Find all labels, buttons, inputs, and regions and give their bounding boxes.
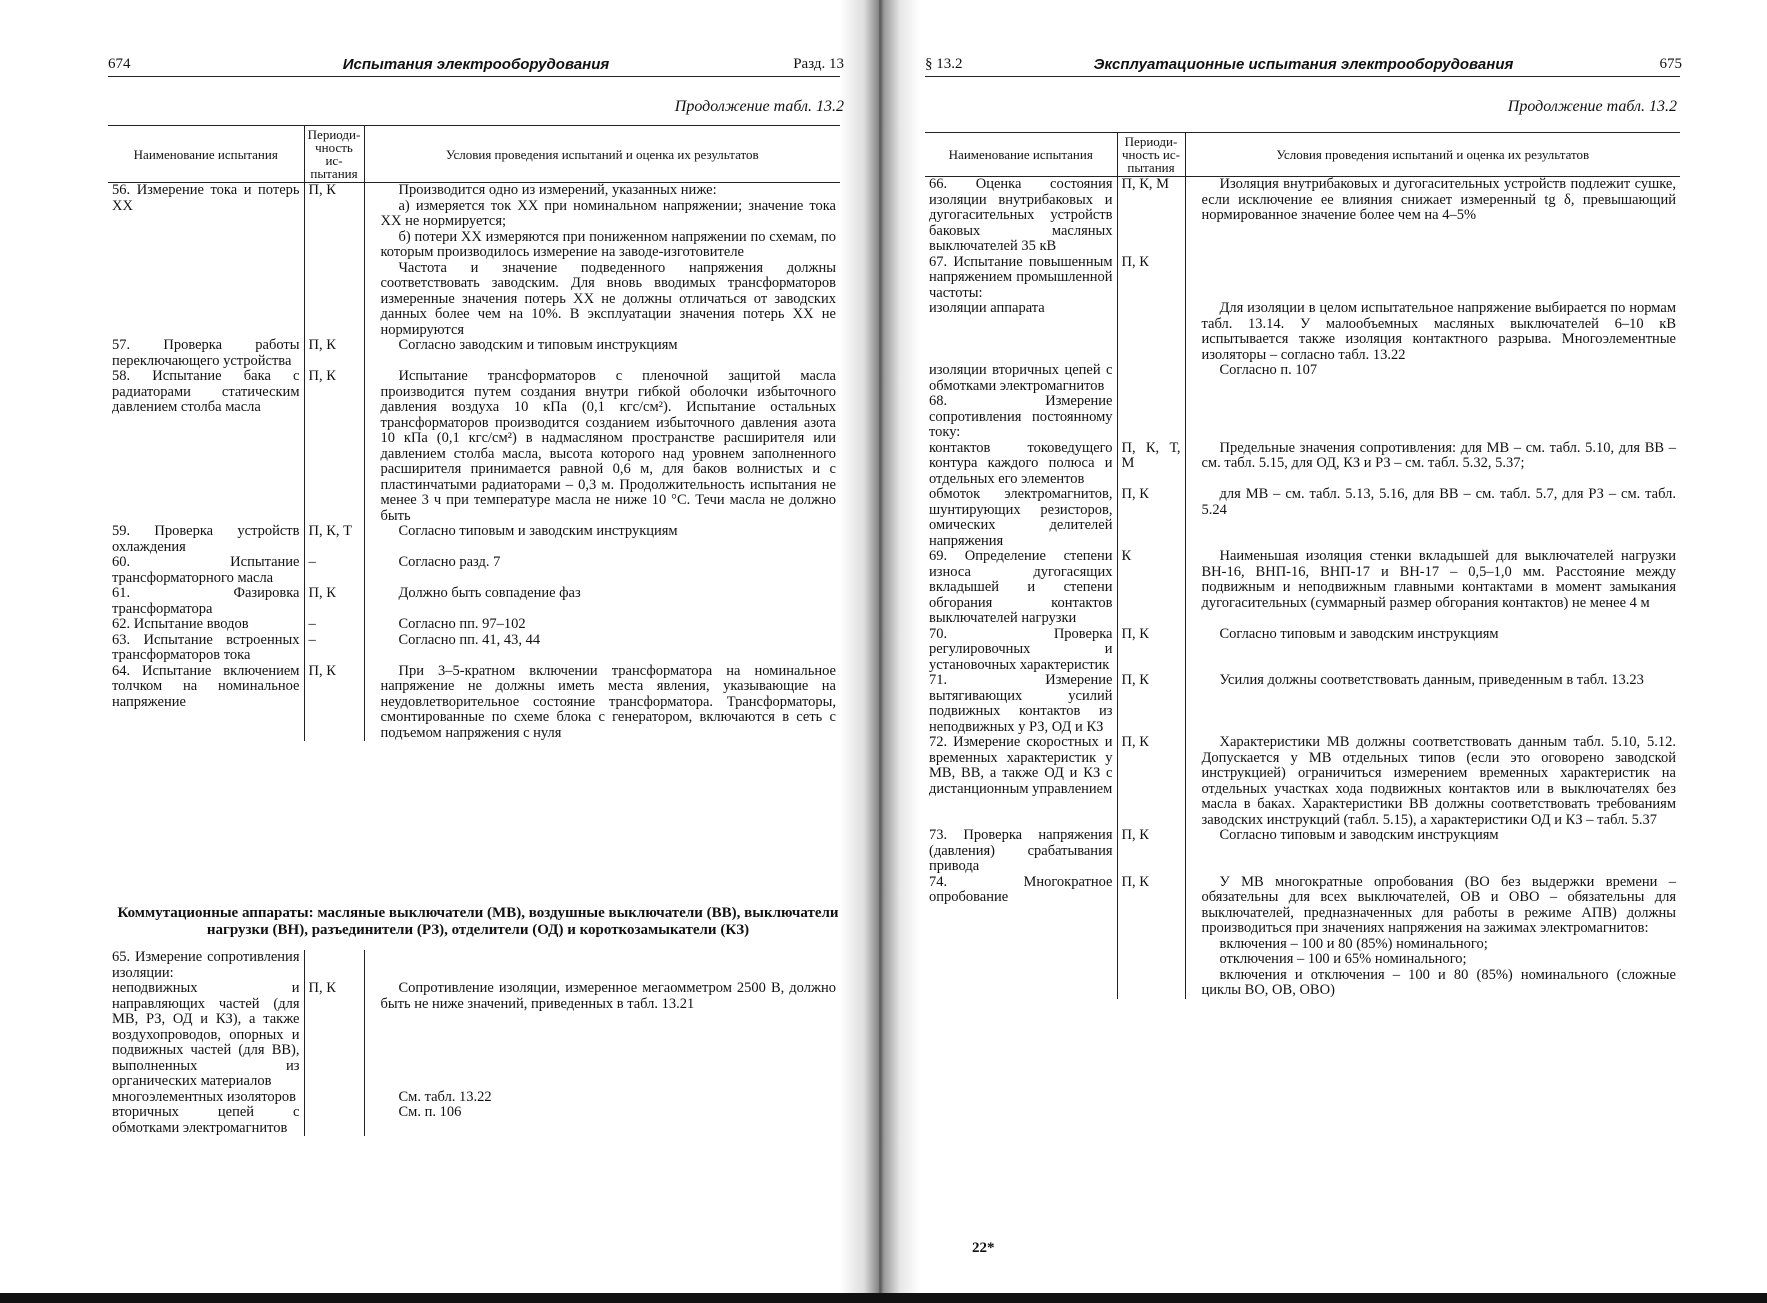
conditions-paragraph: включения – 100 и 80 (85%) номинального; bbox=[1219, 935, 1488, 952]
test-period: П, К, Т, М bbox=[1117, 441, 1185, 488]
test-period: П, К bbox=[304, 369, 364, 524]
test-conditions bbox=[1185, 735, 1680, 828]
conditions-paragraph: Согласно типовым и заводским инструкциям bbox=[1219, 625, 1499, 642]
test-name: 57. Проверка работы переключающего устройства bbox=[112, 337, 300, 369]
table-row bbox=[108, 524, 840, 555]
table-continuation-label: Продолжение табл. 13.2 bbox=[1507, 98, 1677, 115]
conditions-paragraph: отключения – 100 и 65% номинального; bbox=[1219, 951, 1467, 967]
test-conditions bbox=[1185, 627, 1680, 674]
table-row bbox=[925, 363, 1680, 394]
test-period: П, К bbox=[1117, 875, 1185, 999]
test-period bbox=[1117, 394, 1185, 441]
test-conditions bbox=[364, 950, 840, 981]
test-name: 56. Измерение тока и потерь ХХ bbox=[112, 182, 300, 214]
page-number: 674 bbox=[108, 56, 131, 72]
column-header-name: Наименование испытания bbox=[925, 133, 1117, 177]
test-name: 61. Фазировка трансформатора bbox=[112, 585, 300, 617]
test-period bbox=[304, 1090, 364, 1106]
table-row bbox=[925, 828, 1680, 875]
test-period bbox=[1117, 301, 1185, 363]
test-conditions bbox=[364, 664, 840, 742]
table-row bbox=[108, 633, 840, 664]
test-name: 70. Проверка регулировочных и установочных характеристик bbox=[929, 625, 1113, 673]
test-name: 62. Испытание вводов bbox=[112, 616, 249, 632]
table-row bbox=[108, 617, 840, 633]
test-conditions bbox=[364, 633, 840, 664]
conditions-paragraph: Согласно типовым и заводским инструкциям bbox=[1219, 827, 1499, 843]
test-period: П, К bbox=[1117, 255, 1185, 302]
conditions-paragraph: См. п. 106 bbox=[398, 1104, 462, 1120]
conditions-paragraph: Производится одно из измерений, указанных ниже: bbox=[398, 182, 717, 198]
test-name: 74. Многократное опробование bbox=[929, 873, 1113, 905]
test-conditions bbox=[364, 1105, 840, 1136]
test-period: П, К bbox=[304, 338, 364, 369]
tests-table-right bbox=[925, 132, 1680, 999]
signature-mark: 22* bbox=[972, 1240, 995, 1256]
test-conditions bbox=[1185, 673, 1680, 735]
conditions-paragraph: Согласно пп. 41, 43, 44 bbox=[398, 631, 541, 648]
test-period bbox=[304, 1105, 364, 1136]
tests-table-left bbox=[108, 125, 840, 741]
table-continuation-label: Продолжение табл. 13.2 bbox=[674, 98, 844, 115]
conditions-paragraph: Испытание трансформаторов с пленочной защитой масла производится путем создания внутри гибкой оболочки избыточного давления воздуха 10 кПа (0,1 кгс/см²). Испытание остальных трансформаторов производится созданием избыточного давления азота 10 кПа (0,1 кгс/см²) в надмасляном пространстве расширителя или давлением столба масла, высота которого над уровнем заполненного расширителя принимается равной 0,6 м, для баков волнистых и с пластинчатыми радиаторами – 0,3 м. Продолжительность испытания не менее 3 ч при температуре масла не ниже 10 °С. Течи масла не должно быть bbox=[380, 368, 836, 524]
test-period: П, К bbox=[1117, 828, 1185, 875]
test-conditions bbox=[364, 1090, 840, 1106]
test-conditions bbox=[1185, 487, 1680, 549]
table-row bbox=[108, 664, 840, 742]
test-conditions bbox=[1185, 177, 1680, 255]
test-conditions bbox=[1185, 394, 1680, 441]
table-row bbox=[925, 487, 1680, 549]
table-row bbox=[925, 549, 1680, 627]
table-row bbox=[108, 586, 840, 617]
table-row bbox=[925, 673, 1680, 735]
column-header-conditions: Условия проведения испытаний и оценка их результатов bbox=[364, 126, 840, 183]
table-row bbox=[925, 301, 1680, 363]
test-name: 71. Измерение вытягивающих усилий подвижных контактов из неподвижных у РЗ, ОД и КЗ bbox=[929, 672, 1113, 735]
test-name: 59. Проверка устройств охлаждения bbox=[112, 523, 300, 555]
test-name: 58. Испытание бака с радиаторами статическим давлением столба масла bbox=[112, 368, 300, 415]
test-conditions bbox=[1185, 828, 1680, 875]
table-row bbox=[108, 369, 840, 524]
table-row bbox=[925, 441, 1680, 488]
tests-table-left-2 bbox=[108, 950, 840, 1136]
test-conditions bbox=[1185, 301, 1680, 363]
section-heading: Коммутационные аппараты: масляные выключатели (МВ), воздушные выключатели (ВВ), выключатели нагрузки (ВН), разъединители (РЗ), отделители (ОД) и короткозамыкатели (КЗ) bbox=[117, 905, 839, 938]
test-period: П, К, М bbox=[1117, 177, 1185, 255]
conditions-paragraph: У МВ многократные опробования (ВО без выдержки времени – обязательны для всех выключателей, ОВ и ОВО – обязательны для выключателей, предназначенных для работы в режиме АПВ) должны производиться при значениях напряжения на зажимах электромагнитов: bbox=[1201, 873, 1676, 936]
test-name: 65. Измерение сопротивления изоляции: bbox=[112, 949, 300, 981]
test-name: 63. Испытание встроенных трансформаторов тока bbox=[112, 631, 300, 663]
test-conditions bbox=[1185, 255, 1680, 302]
test-name: 68. Измерение сопротивления постоянному току: bbox=[929, 393, 1113, 440]
table-row bbox=[925, 735, 1680, 828]
test-period: П, К bbox=[1117, 487, 1185, 549]
conditions-paragraph: Согласно п. 107 bbox=[1219, 362, 1318, 378]
test-period: – bbox=[304, 633, 364, 664]
conditions-paragraph: Согласно заводским и типовым инструкциям bbox=[398, 337, 678, 353]
table-row bbox=[108, 338, 840, 369]
conditions-paragraph: Наименьшая изоляция стенки вкладышей для выключателей нагрузки ВН-16, ВНП-16, ВНП-17 и ВН-17 – 0,5–1,0 мм. Расстояние между подвижным и неподвижным главными контактами в момент замыкания дугогасительных (суммарный размер обгорания контактов) не менее 4 м bbox=[1201, 548, 1676, 611]
test-period: П, К, Т bbox=[304, 524, 364, 555]
conditions-paragraph: См. табл. 13.22 bbox=[398, 1088, 492, 1105]
column-header-period: Периоди-чность ис-пытания bbox=[1117, 133, 1185, 177]
test-conditions bbox=[1185, 441, 1680, 488]
table-row bbox=[108, 183, 840, 339]
running-title: Испытания электрооборудования bbox=[342, 56, 610, 73]
test-name: 60. Испытание трансформаторного масла bbox=[112, 554, 300, 586]
test-conditions bbox=[1185, 363, 1680, 394]
table-row bbox=[925, 627, 1680, 674]
conditions-paragraph: Изоляция внутрибаковых и дугогасительных устройств подлежит сушке, если исключение ее влияния снижает измеренный tg δ, превышающий нормированное значение более чем на 4–5% bbox=[1201, 176, 1676, 223]
test-name: 72. Измерение скоростных и временных характеристик у МВ, ВВ, а также ОД и КЗ с дистанционным управлением bbox=[929, 734, 1113, 797]
test-conditions bbox=[1185, 549, 1680, 627]
right-page bbox=[905, 0, 1767, 1303]
column-header-conditions: Условия проведения испытаний и оценка их результатов bbox=[1185, 133, 1680, 177]
conditions-paragraph: включения и отключения – 100 и 80 (85%) номинального (сложные циклы ВО, ОВ, ОВО) bbox=[1201, 966, 1676, 998]
conditions-paragraph: Согласно типовым и заводским инструкциям bbox=[398, 523, 678, 539]
conditions-paragraph: а) измеряется ток ХХ при номинальном напряжении; значение тока ХХ не нормируется; bbox=[380, 197, 836, 229]
page-number: 675 bbox=[1659, 56, 1682, 72]
table-row bbox=[925, 875, 1680, 999]
conditions-paragraph: Усилия должны соответствовать данным, приведенным в табл. 13.23 bbox=[1219, 672, 1644, 688]
left-page bbox=[0, 0, 862, 1303]
test-name: 67. Испытание повышенным напряжением промышленной частоты: bbox=[929, 253, 1113, 301]
test-period bbox=[1117, 363, 1185, 394]
conditions-paragraph: Сопротивление изоляции, измеренное мегаомметром 2500 В, должно быть не ниже значений, приведенных в табл. 13.21 bbox=[380, 980, 836, 1012]
test-name: изоляции вторичных цепей с обмотками электромагнитов bbox=[929, 362, 1113, 394]
test-name: вторичных цепей с обмотками электромагнитов bbox=[112, 1104, 300, 1136]
conditions-paragraph: При 3–5-кратном включении трансформатора на номинальное напряжение не должны иметь места явления, указывающие на неудовлетворительное состояние трансформатора. Трансформаторы, смонтированные по схеме блока с генератором, включаются в сеть с подъемом напряжения с нуля bbox=[380, 662, 836, 741]
test-conditions bbox=[364, 524, 840, 555]
conditions-paragraph: Предельные значения сопротивления: для МВ – см. табл. 5.10, для ВВ – см. табл. 5.15, для ОД, КЗ и РЗ – см. табл. 5.32, 5.37; bbox=[1201, 439, 1676, 471]
conditions-paragraph: Должно быть совпадение фаз bbox=[398, 585, 581, 601]
section-label: § 13.2 bbox=[925, 56, 963, 72]
test-conditions bbox=[364, 586, 840, 617]
test-period: П, К bbox=[304, 586, 364, 617]
test-period: К bbox=[1117, 549, 1185, 627]
test-period: П, К bbox=[304, 183, 364, 339]
test-name: 69. Определение степени износа дугогасящих вкладышей и степени обгорания контактов выключателей нагрузки bbox=[929, 548, 1113, 626]
test-name: изоляции аппарата bbox=[929, 300, 1045, 316]
scan-edge bbox=[0, 1293, 1767, 1303]
conditions-paragraph: Согласно разд. 7 bbox=[398, 554, 501, 570]
conditions-paragraph: для МВ – см. табл. 5.13, 5.16, для ВВ – см. табл. 5.7, для РЗ – см. табл. 5.24 bbox=[1201, 486, 1676, 518]
test-period: – bbox=[304, 555, 364, 586]
test-period: П, К bbox=[1117, 673, 1185, 735]
section-label: Разд. 13 bbox=[793, 56, 844, 72]
test-conditions bbox=[1185, 875, 1680, 999]
test-conditions bbox=[364, 369, 840, 524]
table-row bbox=[108, 1105, 840, 1136]
running-title: Эксплуатационные испытания электрооборудования bbox=[1093, 56, 1514, 73]
table-row bbox=[108, 950, 840, 981]
table-row bbox=[108, 555, 840, 586]
column-header-period: Периоди-чность ис-пытания bbox=[304, 126, 364, 183]
conditions-paragraph: Характеристики МВ должны соответствовать данным табл. 5.10, 5.12. Допускается у МВ отдельных типов (если это оговорено заводской инструкцией) ограничиться измерением временных характеристик на отдельных участках хода подвижных контактов или в выключателях без масла в баках. Характеристики ВВ должны соответствовать требованиям заводских инструкций (табл. 5.15), а характеристики ОД и КЗ – табл. 5.37 bbox=[1201, 734, 1676, 828]
column-header-name: Наименование испытания bbox=[108, 126, 304, 183]
table-row bbox=[925, 255, 1680, 302]
conditions-paragraph: Для изоляции в целом испытательное напряжение выбирается по нормам табл. 13.14. У малообъемных масляных выключателей 6–10 кВ испытывается также изоляция контактного разрыва. Многоэлементные изоляторы – согласно табл. 13.22 bbox=[1201, 300, 1676, 363]
test-name: 66. Оценка состояния изоляции внутрибаковых и дугогасительных устройств баковых масляных выключателей 35 кВ bbox=[929, 176, 1113, 254]
conditions-paragraph: Частота и значение подведенного напряжения должны соответствовать заводским. Для вновь вводимых трансформаторов измеренные значения потерь ХХ не должны отличаться от заводских данных более чем на 10%. В эксплуатации значения потерь ХХ не нормируются bbox=[380, 259, 836, 338]
test-name: обмоток электромагнитов, шунтирующих резисторов, омических делителей напряжения bbox=[929, 486, 1113, 549]
test-period: П, К bbox=[304, 981, 364, 1090]
test-name: 64. Испытание включением толчком на номинальное напряжение bbox=[112, 662, 300, 710]
test-name: неподвижных и направляющих частей (для МВ, РЗ, ОД и КЗ), а также воздухопроводов, опорных и подвижных частей (для ВВ), выполненных из органических материалов bbox=[112, 980, 300, 1089]
conditions-paragraph: б) потери ХХ измеряются при пониженном напряжении по схемам, по которым производилось измерение на заводе-изготовителе bbox=[380, 228, 836, 260]
test-conditions bbox=[364, 183, 840, 339]
test-name: контактов токоведущего контура каждого полюса и отдельных его элементов bbox=[929, 439, 1113, 487]
test-conditions bbox=[364, 555, 840, 586]
test-conditions bbox=[364, 338, 840, 369]
table-row bbox=[108, 1090, 840, 1106]
test-conditions bbox=[364, 981, 840, 1090]
table-row bbox=[925, 177, 1680, 255]
test-name: многоэлементных изоляторов bbox=[112, 1088, 297, 1105]
test-period bbox=[304, 950, 364, 981]
table-row bbox=[108, 981, 840, 1090]
test-conditions bbox=[364, 617, 840, 633]
test-period: П, К bbox=[1117, 735, 1185, 828]
test-period: – bbox=[304, 617, 364, 633]
test-period: П, К bbox=[304, 664, 364, 742]
table-row bbox=[925, 394, 1680, 441]
conditions-paragraph: Согласно пп. 97–102 bbox=[398, 616, 526, 632]
test-name: 73. Проверка напряжения (давления) срабатывания привода bbox=[929, 827, 1113, 874]
test-period: П, К bbox=[1117, 627, 1185, 674]
